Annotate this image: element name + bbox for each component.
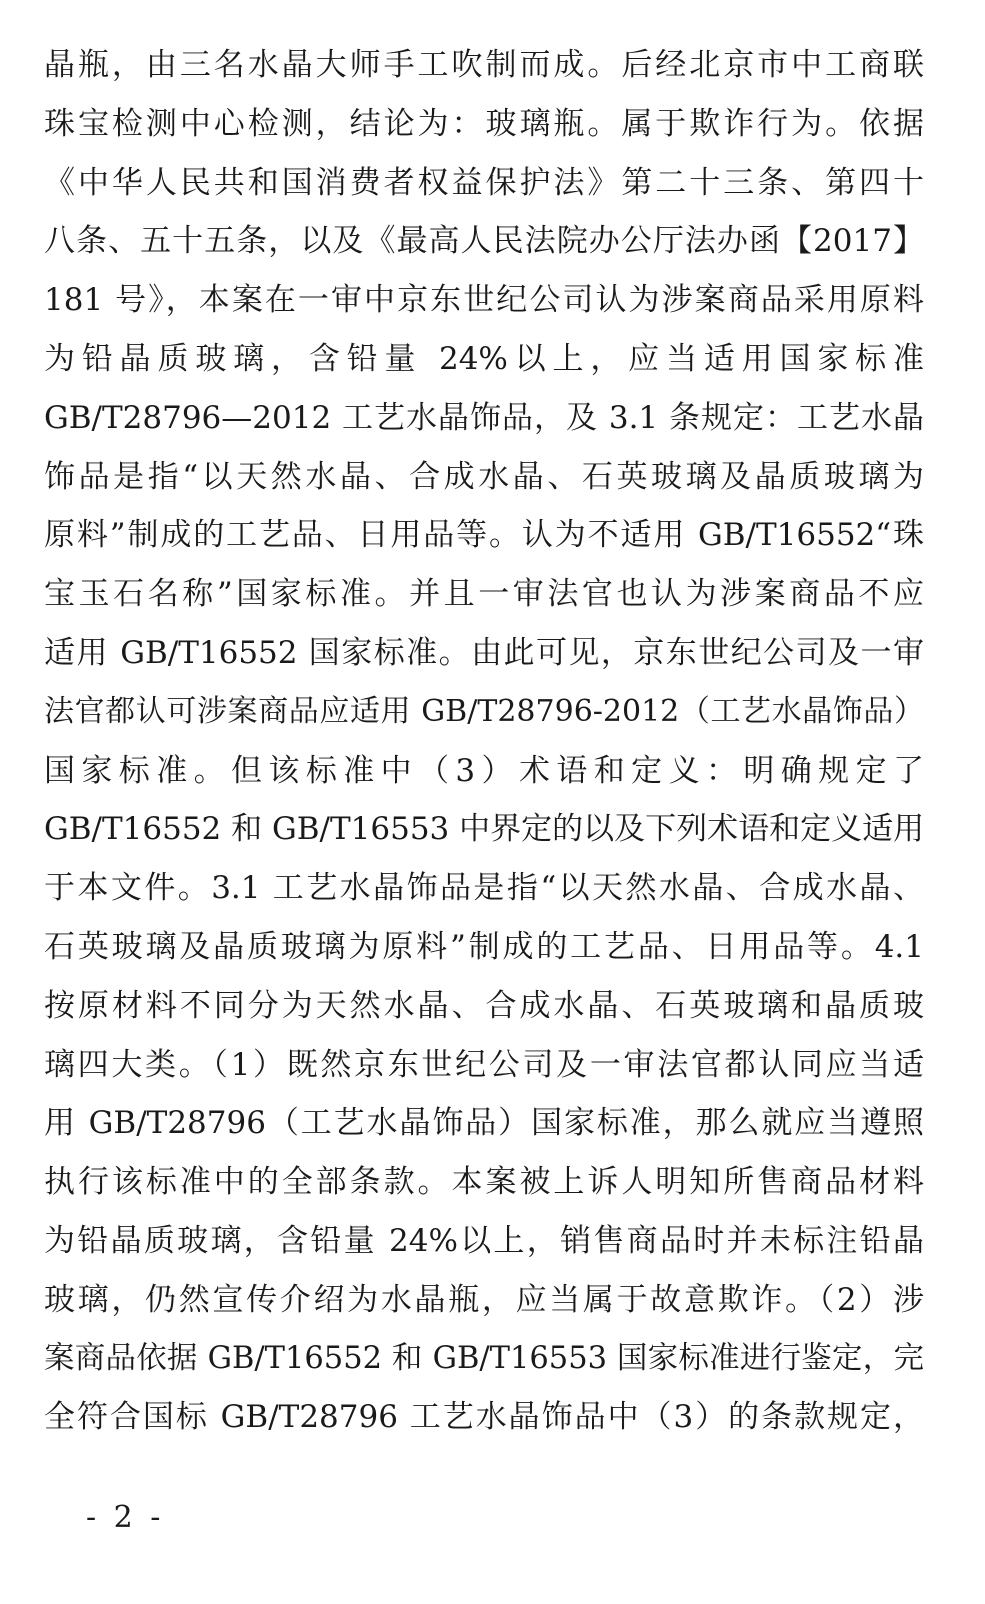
text-line-5: 181 号》，本案在一审中京东世纪公司认为涉案商品采用原料 — [44, 282, 924, 319]
text-line-3: 《中华人民共和国消费者权益保护法》第二十三条、第四十 — [44, 164, 924, 201]
text-line-10: 宝玉石名称”国家标准。并且一审法官也认为涉案商品不应 — [44, 576, 924, 613]
text-line-19: 用 GB/T28796（工艺水晶饰品）国家标准，那么就应当遵照 — [44, 1105, 924, 1142]
text-line-18: 璃四大类。（1）既然京东世纪公司及一审法官都认同应当适 — [44, 1046, 924, 1083]
text-line-12: 法官都认可涉案商品应适用 GB/T28796-2012（工艺水晶饰品） — [44, 693, 924, 729]
text-line-24: 全符合国标 GB/T28796 工艺水晶饰品中（3）的条款规定， — [44, 1399, 924, 1436]
text-line-1: 晶瓶，由三名水晶大师手工吹制而成。后经北京市中工商联 — [44, 47, 924, 83]
text-line-8: 饰品是指“以天然水晶、合成水晶、石英玻璃及晶质玻璃为 — [44, 458, 924, 495]
text-line-21: 为铅晶质玻璃，含铅量 24%以上，销售商品时并未标注铅晶 — [44, 1222, 924, 1259]
text-line-9: 原料”制成的工艺品、日用品等。认为不适用 GB/T16552“珠 — [44, 517, 924, 554]
text-line-17: 按原材料不同分为天然水晶、合成水晶、石英玻璃和晶质玻 — [44, 987, 924, 1024]
text-line-2: 珠宝检测中心检测，结论为：玻璃瓶。属于欺诈行为。依据 — [44, 105, 924, 142]
text-line-6: 为铅晶质玻璃，含铅量 24%以上，应当适用国家标准 — [44, 340, 924, 377]
text-line-15: 于本文件。3.1 工艺水晶饰品是指“以天然水晶、合成水晶、 — [44, 870, 924, 907]
text-line-20: 执行该标准中的全部条款。本案被上诉人明知所售商品材料 — [44, 1164, 924, 1201]
text-line-22: 玻璃，仍然宣传介绍为水晶瓶，应当属于故意欺诈。（2）涉 — [44, 1281, 924, 1318]
body-text — [44, 36, 924, 1447]
text-line-23: 案商品依据 GB/T16552 和 GB/T16553 国家标准进行鉴定，完 — [44, 1340, 924, 1376]
text-line-7: GB/T28796—2012 工艺水晶饰品，及 3.1 条规定：工艺水晶 — [44, 399, 924, 436]
text-line-13: 国家标准。但该标准中（3）术语和定义：明确规定了 — [44, 752, 924, 789]
page-number: - 2 - — [86, 1500, 165, 1535]
text-line-16: 石英玻璃及晶质玻璃为原料”制成的工艺品、日用品等。4.1 — [44, 928, 924, 965]
text-line-11: 适用 GB/T16552 国家标准。由此可见，京东世纪公司及一审 — [44, 634, 924, 671]
text-line-4: 八条、五十五条，以及《最高人民法院办公厅法办函【2017】 — [44, 223, 924, 260]
text-line-14: GB/T16552 和 GB/T16553 中界定的以及下列术语和定义适用 — [44, 811, 924, 848]
